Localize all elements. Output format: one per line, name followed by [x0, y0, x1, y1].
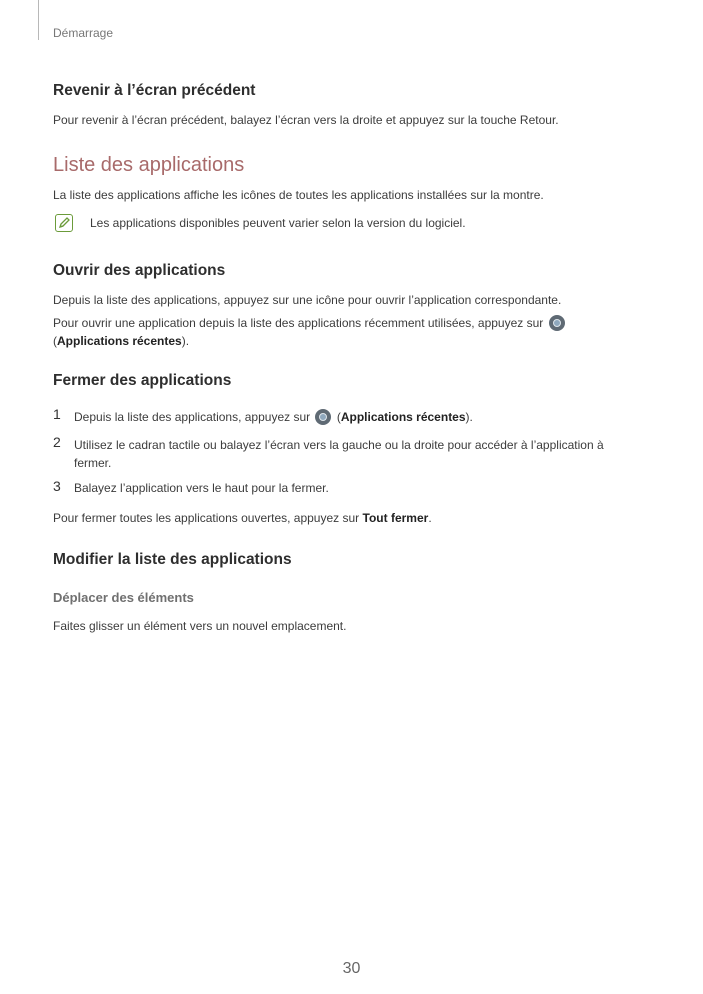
recent-apps-icon	[315, 409, 331, 425]
step-text: Balayez l’application vers le haut pour la fermer.	[74, 481, 329, 495]
step-number: 2	[53, 434, 61, 450]
step1-bold: Applications récentes	[340, 410, 466, 424]
heading-back: Revenir à l’écran précédent	[53, 82, 256, 99]
recent-apps-icon	[549, 315, 565, 331]
header-rule	[38, 0, 39, 40]
page-number: 30	[342, 960, 361, 977]
open-apps-text: Depuis la liste des applications, appuyez sur une icône pour ouvrir l’application correspondante.	[53, 293, 562, 307]
step1-paren-close: ).	[465, 410, 473, 424]
note-pencil-icon	[55, 214, 73, 232]
heading-close-apps: Fermer des applications	[53, 372, 232, 389]
step-number: 1	[53, 406, 61, 422]
step-text: Utilisez le cadran tactile ou balayez l’écran vers la gauche ou la droite pour accéder à l’application à fermer.	[74, 438, 604, 470]
modify-text: Faites glisser un élément vers un nouvel emplacement.	[53, 619, 347, 633]
back-text: Pour revenir à l’écran précédent, balayez l’écran vers la droite et appuyez sur la touche Retour.	[53, 113, 559, 127]
note-text: Les applications disponibles peuvent varier selon la version du logiciel.	[90, 216, 466, 230]
close-all-bold: Tout fermer	[362, 511, 429, 525]
apps-list-text: La liste des applications affiche les icônes de toutes les applications installées sur la montre.	[53, 188, 544, 202]
subheading-move-items: Déplacer des éléments	[53, 590, 194, 605]
step-number: 3	[53, 478, 61, 494]
open-recent-paren-open: (	[53, 334, 57, 348]
heading-open-apps: Ouvrir des applications	[53, 262, 226, 279]
close-all-before: Pour fermer toutes les applications ouvertes, appuyez sur	[53, 511, 360, 525]
open-apps-recent-text	[53, 314, 653, 350]
open-recent-paren-close: ).	[181, 334, 190, 348]
step1-text-before: Depuis la liste des applications, appuyez sur	[74, 410, 311, 424]
heading-apps-list: Liste des applications	[53, 154, 245, 176]
close-all-text	[53, 509, 653, 527]
open-recent-bold: Applications récentes	[57, 334, 182, 348]
close-all-after: .	[428, 511, 432, 525]
step1-paren-open: (	[336, 410, 341, 424]
open-recent-text-before: Pour ouvrir une application depuis la liste des applications récemment utilisées, appuyez sur	[53, 316, 544, 330]
chapter-label: Démarrage	[53, 26, 114, 40]
step-text	[74, 408, 634, 426]
heading-modify: Modifier la liste des applications	[53, 551, 292, 568]
